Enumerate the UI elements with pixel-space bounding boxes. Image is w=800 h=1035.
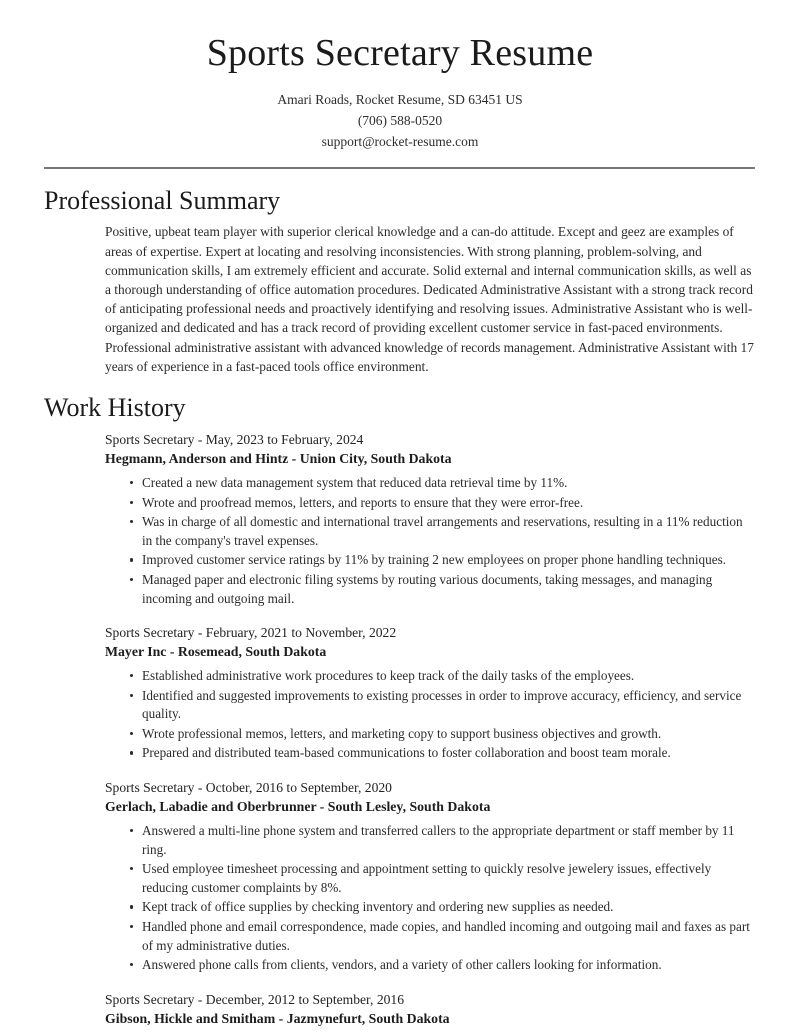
job-bullet-item xyxy=(130,551,755,570)
job-bullet-text: Answered phone calls from clients, vendors, and a variety of other callers looking for information. xyxy=(142,957,662,973)
job-bullet-list xyxy=(105,822,755,975)
bullet-dot-icon xyxy=(130,751,133,754)
resume-header xyxy=(0,0,800,152)
bullet-dot-icon xyxy=(130,694,133,697)
job-bullet-item xyxy=(130,860,755,897)
summary-text: Positive, upbeat team player with superior clerical knowledge and a can-do attitude. Except and geez are examples of areas of expertise. Expert at locating and resolving inconsistencies. With strong planning, problem-solving, and communication skills, I am extremely efficient and accurate. Solid external and internal communication skills, as well as a thorough understanding of office automation procedures. Dedicated Administrative Assistant with a strong track record of anticipating professional needs and proactively identifying and resolving issues. Administrative Assistant who is well-organized and dedicated and has a track record of providing excellent customer service in fast-paced environments. Professional administrative assistant with advanced knowledge of records management. Administrative Assistant with 17 years of experience in a fast-paced tools office environment. xyxy=(105,224,754,374)
bullet-dot-icon xyxy=(130,905,133,908)
bullet-dot-icon xyxy=(130,867,133,870)
job-bullet-list xyxy=(105,667,755,763)
job-title-line: Sports Secretary - December, 2012 to September, 2016 xyxy=(105,991,405,1007)
job-title-line: Sports Secretary - February, 2021 to November, 2022 xyxy=(105,625,397,641)
job-bullet-text: Identified and suggested improvements to existing processes in order to improve accuracy, efficiency, and service quality. xyxy=(142,687,742,722)
header-divider xyxy=(44,167,755,169)
job-bullet-item xyxy=(130,956,755,975)
job-bullet-text: Improved customer service ratings by 11% by training 2 new employees on proper phone handling techniques. xyxy=(142,552,727,568)
bullet-dot-icon xyxy=(130,963,133,966)
job-bullet-item xyxy=(130,918,755,955)
job-bullet-item xyxy=(130,725,755,744)
bullet-dot-icon xyxy=(130,558,133,561)
job-bullet-item xyxy=(130,494,755,513)
job-bullet-list xyxy=(105,474,755,608)
section-heading-summary: Professional Summary xyxy=(44,185,281,215)
bullet-dot-icon xyxy=(130,520,133,523)
job-bullet-item xyxy=(130,687,755,724)
work-history-body xyxy=(44,430,755,1028)
job-bullet-text: Was in charge of all domestic and international travel arrangements and reservations, resulting in a 11% reduction in the company's travel expenses. xyxy=(142,514,743,548)
job-bullet-text: Created a new data management system that reduced data retrieval time by 11%. xyxy=(142,474,568,490)
bullet-dot-icon xyxy=(130,732,133,735)
job-bullet-text: Wrote professional memos, letters, and marketing copy to support business objectives and growth. xyxy=(142,725,662,741)
bullet-dot-icon xyxy=(130,829,133,832)
job-bullet-text: Wrote and proofread memos, letters, and reports to ensure that they were error-free. xyxy=(142,494,584,510)
job-bullet-text: Handled phone and email correspondence, made copies, and handled incoming and outgoing mail and faxes as part of my administrative duties. xyxy=(142,919,750,953)
job-bullet-item xyxy=(130,744,755,763)
job-company-line: Gerlach, Labadie and Oberbrunner - South Lesley, South Dakota xyxy=(105,799,491,815)
section-work-history xyxy=(0,393,800,1028)
job-company-line: Gibson, Hickle and Smitham - Jazmynefurt, South Dakota xyxy=(105,1010,450,1026)
job-title-line: Sports Secretary - May, 2023 to February, 2024 xyxy=(105,431,364,447)
job-bullet-item xyxy=(130,898,755,917)
job-bullet-text: Used employee timesheet processing and appointment setting to quickly resolve jewelery issues, effectively reducing customer complaints by 8%. xyxy=(142,861,712,895)
contact-phone: (706) 588-0520 xyxy=(357,112,443,128)
work-history-entry xyxy=(105,778,755,975)
contact-email: support@rocket-resume.com xyxy=(321,133,479,149)
bullet-dot-icon xyxy=(130,578,133,581)
job-bullet-text: Established administrative work procedures to keep track of the daily tasks of the employees. xyxy=(142,668,635,684)
job-bullet-text: Kept track of office supplies by checking inventory and ordering new supplies as needed. xyxy=(142,899,614,915)
job-bullet-item xyxy=(130,571,755,608)
job-bullet-item xyxy=(130,667,755,686)
bullet-dot-icon xyxy=(130,481,133,484)
bullet-dot-icon xyxy=(130,925,133,928)
work-history-entry xyxy=(105,623,755,763)
page-title: Sports Secretary Resume xyxy=(206,32,594,74)
job-title-line: Sports Secretary - October, 2016 to September, 2020 xyxy=(105,780,392,796)
bullet-dot-icon xyxy=(130,501,133,504)
job-company-line: Mayer Inc - Rosemead, South Dakota xyxy=(105,644,327,660)
section-professional-summary xyxy=(0,186,800,377)
job-bullet-text: Answered a multi-line phone system and transferred callers to the appropriate department or staff member by 11 ring. xyxy=(142,823,735,857)
job-bullet-item xyxy=(130,822,755,859)
bullet-dot-icon xyxy=(130,674,133,677)
work-history-entry xyxy=(105,430,755,608)
section-heading-work-history: Work History xyxy=(44,393,186,423)
job-bullet-text: Prepared and distributed team-based communications to foster collaboration and boost team morale. xyxy=(142,745,671,761)
job-bullet-item xyxy=(130,513,755,550)
job-bullet-item xyxy=(130,474,755,493)
contact-address: Amari Roads, Rocket Resume, SD 63451 US xyxy=(277,91,523,107)
summary-body xyxy=(44,222,755,376)
job-bullet-text: Managed paper and electronic filing systems by routing various documents, taking messages, and managing incoming and outgoing mail. xyxy=(142,571,713,606)
work-history-entry xyxy=(105,990,755,1028)
job-company-line: Hegmann, Anderson and Hintz - Union City, South Dakota xyxy=(105,450,452,466)
